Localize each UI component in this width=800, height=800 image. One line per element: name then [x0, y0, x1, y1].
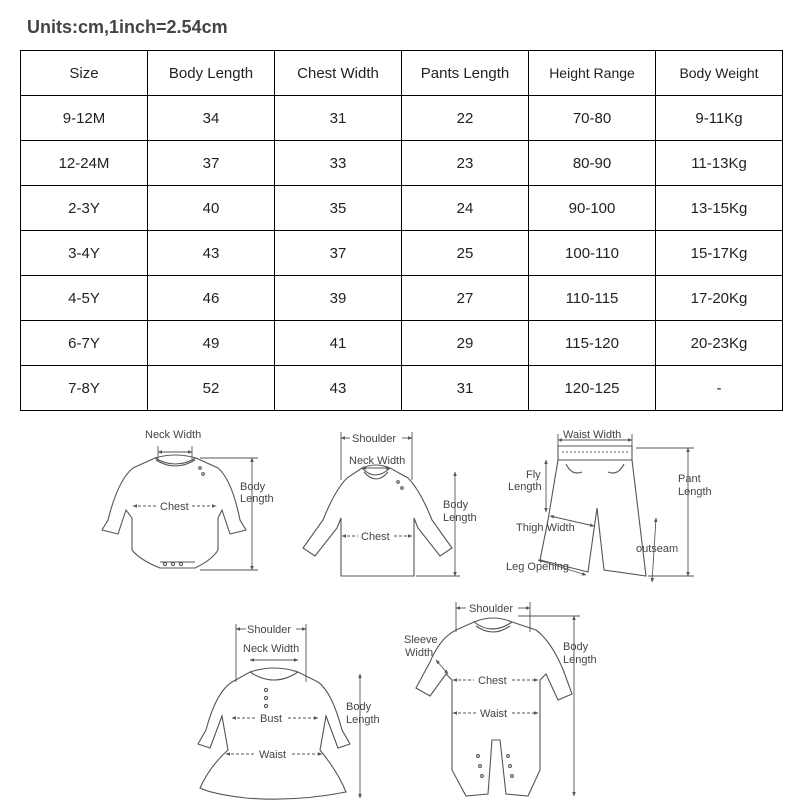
- bodysuit-body-label: Body: [240, 481, 266, 493]
- table-cell: 17-20Kg: [656, 276, 783, 321]
- table-cell: 31: [402, 366, 529, 411]
- table-cell: 37: [148, 141, 275, 186]
- table-cell: 24: [402, 186, 529, 231]
- column-header-body-length: Body Length: [148, 51, 275, 96]
- shirt-chest-label: Chest: [361, 531, 390, 543]
- romper-length-label: Length: [563, 654, 597, 666]
- table-cell: 11-13Kg: [656, 141, 783, 186]
- table-cell: 25: [402, 231, 529, 276]
- table-cell: 35: [275, 186, 402, 231]
- table-cell: 39: [275, 276, 402, 321]
- romper-chest-label: Chest: [478, 675, 507, 687]
- units-note: Units:cm,1inch=2.54cm: [27, 17, 228, 37]
- table-row: [21, 276, 783, 321]
- pants-leg-opening-label: Leg Opening: [506, 561, 569, 573]
- table-cell: 49: [148, 321, 275, 366]
- romper-body-label: Body: [563, 641, 589, 653]
- table-cell: 23: [402, 141, 529, 186]
- table-row: [21, 186, 783, 231]
- table-cell: 100-110: [529, 231, 656, 276]
- shirt-length-label: Length: [443, 512, 477, 524]
- table-cell: 33: [275, 141, 402, 186]
- pants-pant-label: Pant: [678, 473, 701, 485]
- romper-sleeve-label: Sleeve: [404, 634, 438, 646]
- table-cell: 2-3Y: [21, 186, 148, 231]
- dress-bust-label: Bust: [260, 713, 283, 725]
- table-cell: 29: [402, 321, 529, 366]
- table-cell: 120-125: [529, 366, 656, 411]
- table-cell: 34: [148, 96, 275, 141]
- shirt-diagram: [303, 432, 477, 576]
- column-header-size: Size: [21, 51, 148, 96]
- dress-neck-width-label: Neck Width: [243, 643, 300, 655]
- table-row: [21, 321, 783, 366]
- bodysuit-diagram: [102, 429, 274, 570]
- table-cell: 90-100: [529, 186, 656, 231]
- bodysuit-length-label: Length: [240, 493, 274, 505]
- column-header-chest-width: Chest Width: [275, 51, 402, 96]
- pants-thigh-width-label: Thigh Width: [516, 522, 575, 534]
- table-header-row: [21, 51, 783, 96]
- table-cell: 9-12M: [21, 96, 148, 141]
- pants-diagram: [506, 429, 712, 582]
- pants-outseam-label: outseam: [636, 543, 679, 555]
- dress-diagram: [198, 624, 380, 799]
- table-cell: 52: [148, 366, 275, 411]
- table-cell: 15-17Kg: [656, 231, 783, 276]
- table-cell: 115-120: [529, 321, 656, 366]
- romper-waist-label: Waist: [480, 708, 508, 720]
- romper-diagram: [404, 602, 597, 796]
- table-cell: 9-11Kg: [656, 96, 783, 141]
- table-cell: 27: [402, 276, 529, 321]
- table-cell: 43: [275, 366, 402, 411]
- table-cell: 70-80: [529, 96, 656, 141]
- dress-body-label: Body: [346, 701, 372, 713]
- shirt-body-label: Body: [443, 499, 469, 511]
- table-cell: 22: [402, 96, 529, 141]
- column-header-height-range: Height Range: [529, 51, 656, 96]
- dress-shoulder-label: Shoulder: [247, 624, 292, 636]
- table-cell: 110-115: [529, 276, 656, 321]
- dress-waist-label: Waist: [259, 749, 287, 761]
- table-row: [21, 366, 783, 411]
- bodysuit-chest-label: Chest: [160, 501, 189, 513]
- table-cell: 31: [275, 96, 402, 141]
- table-cell: 41: [275, 321, 402, 366]
- table-cell: 6-7Y: [21, 321, 148, 366]
- table-cell: 12-24M: [21, 141, 148, 186]
- table-cell: 3-4Y: [21, 231, 148, 276]
- table-cell: 7-8Y: [21, 366, 148, 411]
- table-row: [21, 96, 783, 141]
- pants-fly-length-label: Length: [508, 481, 542, 493]
- pants-length-label: Length: [678, 486, 712, 498]
- shirt-neck-width-label: Neck Width: [349, 455, 406, 467]
- bodysuit-neck-width-label: Neck Width: [145, 429, 202, 441]
- table-row: [21, 141, 783, 186]
- column-header-body-weight: Body Weight: [656, 51, 783, 96]
- table-cell: 80-90: [529, 141, 656, 186]
- pants-fly-label: Fly: [526, 469, 541, 481]
- size-chart-table: [20, 50, 783, 411]
- table-cell: 13-15Kg: [656, 186, 783, 231]
- table-cell: 37: [275, 231, 402, 276]
- table-cell: -: [656, 366, 783, 411]
- table-cell: 4-5Y: [21, 276, 148, 321]
- romper-sleeve-width-label: Width: [405, 647, 434, 659]
- shirt-shoulder-label: Shoulder: [352, 433, 397, 445]
- pants-waist-width-label: Waist Width: [563, 429, 622, 441]
- measurement-diagrams: [0, 410, 800, 800]
- romper-shoulder-label: Shoulder: [469, 603, 514, 615]
- column-header-pants-length: Pants Length: [402, 51, 529, 96]
- table-cell: 46: [148, 276, 275, 321]
- table-cell: 20-23Kg: [656, 321, 783, 366]
- table-cell: 43: [148, 231, 275, 276]
- dress-length-label: Length: [346, 714, 380, 726]
- table-row: [21, 231, 783, 276]
- table-cell: 40: [148, 186, 275, 231]
